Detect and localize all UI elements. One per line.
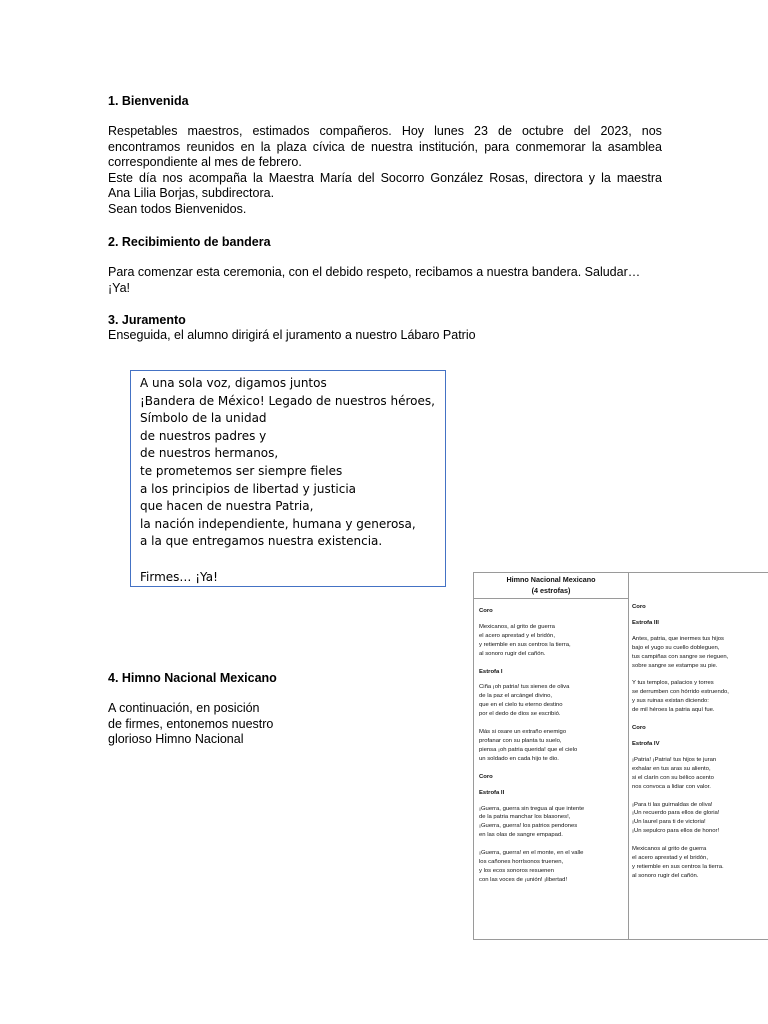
section-title-recibimiento: 2. Recibimiento de bandera bbox=[108, 235, 271, 249]
paragraph-line: Sean todos Bienvenidos. bbox=[108, 201, 247, 216]
oath-command: Firmes… ¡Ya! bbox=[140, 569, 218, 584]
paragraph-line bbox=[108, 140, 662, 156]
word: María bbox=[319, 170, 352, 185]
anthem-subtitle: (4 estrofas) bbox=[531, 586, 571, 595]
paragraph-line bbox=[108, 124, 662, 140]
anthem-title: Himno Nacional Mexicano bbox=[506, 575, 596, 584]
verse-line: al sonoro rugir del cañón. bbox=[632, 872, 699, 879]
verse-line: Antes, patria, que inermes tus hijos bbox=[632, 635, 725, 642]
paragraph-line: Ana Lilia Borjas, subdirectora. bbox=[108, 186, 275, 200]
word: la bbox=[601, 170, 611, 185]
verse-line: el acero aprestad y el bridón, bbox=[632, 855, 708, 862]
word: acompaña bbox=[188, 170, 247, 185]
word: Hoy bbox=[401, 124, 425, 138]
oath-line: que hacen de nuestra Patria, bbox=[140, 499, 314, 514]
verse-line: y retiemble en sus centros la tierra, bbox=[479, 641, 571, 648]
word: de bbox=[498, 124, 512, 138]
stanza-label: Estrofa I bbox=[479, 668, 503, 675]
word: día bbox=[139, 170, 157, 185]
word: cívica bbox=[312, 139, 345, 154]
verse-line: piensa ¡oh patria querida! que el cielo bbox=[479, 746, 578, 753]
stanza-label: Coro bbox=[632, 604, 646, 610]
anthem-left-column bbox=[479, 603, 627, 894]
stanza bbox=[632, 801, 767, 837]
stanza bbox=[479, 849, 627, 885]
oath-line: A una sola voz, digamos juntos bbox=[140, 376, 327, 390]
paragraph-line bbox=[108, 171, 662, 187]
verse-line: de la patria manchar los blasones!, bbox=[479, 814, 571, 821]
verse-line: ¡Guerra, guerra sin tregua al que intente bbox=[479, 805, 585, 812]
paragraph-line: A continuación, en posición bbox=[108, 701, 260, 715]
word: Rosas, bbox=[489, 170, 529, 185]
verse-line: Más si osare un extraño enemigo bbox=[479, 729, 567, 736]
stanza bbox=[479, 623, 627, 659]
verse-line: los cañones horrísonos truenen, bbox=[479, 859, 564, 866]
verse-line: de la paz el arcángel divino, bbox=[479, 693, 553, 700]
anthem-lyrics-table bbox=[473, 572, 768, 940]
verse-line: tus campiñas con sangre se rieguen, bbox=[632, 653, 729, 660]
verse-line: ¡Un laurel para ti de victoria! bbox=[632, 819, 706, 826]
word: nos bbox=[641, 124, 662, 138]
stanza bbox=[479, 683, 627, 719]
verse-line: profanar con su planta tu suelo, bbox=[479, 737, 562, 744]
verse-line: ¡Patria! ¡Patria! tus hijos te juran bbox=[632, 756, 717, 763]
oath-line: a los principios de libertad y justicia bbox=[140, 481, 357, 496]
paragraph-line: glorioso Himno Nacional bbox=[108, 732, 244, 746]
stanza bbox=[479, 728, 627, 764]
word: y bbox=[588, 170, 596, 185]
oath-line: te prometemos ser siempre fieles bbox=[140, 463, 343, 478]
verse-line: el acero aprestad y el bridón, bbox=[479, 632, 555, 639]
word: la bbox=[591, 139, 602, 154]
word: encontramos bbox=[108, 139, 181, 154]
word: compañeros. bbox=[319, 124, 392, 138]
verse-line: exhalar en tus aras su aliento, bbox=[632, 765, 711, 772]
word: la bbox=[253, 170, 263, 185]
oath-line: la nación independiente, humana y generosa, bbox=[140, 516, 416, 531]
word: Socorro bbox=[380, 170, 425, 185]
stanza-label: Estrofa IV bbox=[632, 740, 660, 747]
oath-box bbox=[130, 370, 446, 587]
word: Respetables bbox=[108, 124, 178, 138]
word: institución, bbox=[418, 139, 478, 154]
word: en bbox=[240, 139, 255, 154]
verse-line: por el dedo de dios se escribió. bbox=[479, 711, 561, 718]
paragraph-line: de firmes, entonemos nuestro bbox=[108, 716, 274, 731]
word: 2023, bbox=[600, 124, 632, 138]
stanza-label: Coro bbox=[479, 608, 493, 614]
word: de bbox=[350, 139, 365, 154]
oath-line: ¡Bandera de México! Legado de nuestros héroes, bbox=[140, 393, 435, 408]
word: del bbox=[357, 170, 375, 185]
verse-line: de mil héroes la patria aquí fue. bbox=[632, 707, 715, 714]
word: nuestra bbox=[371, 139, 413, 154]
word: para bbox=[484, 139, 510, 154]
word: plaza bbox=[276, 139, 307, 154]
stanza bbox=[632, 756, 767, 792]
verse-line: en las olas de sangre empapad. bbox=[479, 832, 563, 839]
verse-line: Ciña ¡oh patria! tus sienes de oliva bbox=[479, 684, 570, 691]
paragraph-line: ¡Ya! bbox=[108, 280, 130, 295]
verse-line: Mexicanos al grito de guerra bbox=[632, 846, 707, 853]
word: estimados bbox=[252, 124, 310, 138]
word: Maestra bbox=[268, 170, 314, 185]
word: Este bbox=[108, 170, 134, 185]
word: nos bbox=[162, 170, 183, 185]
oath-spacer bbox=[140, 551, 435, 569]
section-title-juramento: 3. Juramento bbox=[108, 313, 186, 327]
verse-line: que en el cielo tu eterno destino bbox=[479, 702, 563, 709]
anthem-right-column bbox=[632, 599, 767, 890]
verse-line: y los ecos sonoros resuenen bbox=[479, 867, 554, 874]
word: maestros, bbox=[187, 124, 243, 138]
word: lunes bbox=[434, 124, 464, 138]
verse-line: ¡Para ti las guirnaldas de oliva! bbox=[632, 801, 713, 808]
himno-paragraph bbox=[108, 701, 308, 748]
column-divider bbox=[628, 573, 629, 940]
verse-line: un soldado en cada hijo te dio. bbox=[479, 755, 559, 762]
bienvenida-paragraph bbox=[108, 124, 662, 217]
anthem-header bbox=[474, 574, 628, 596]
juramento-intro bbox=[108, 328, 662, 344]
word: la bbox=[260, 139, 271, 154]
verse-line: y sus ruinas existan diciendo: bbox=[632, 698, 709, 705]
stanza-label: Coro bbox=[479, 773, 493, 780]
oath-line: a la que entregamos nuestra existencia. bbox=[140, 534, 383, 549]
stanza bbox=[632, 679, 767, 715]
verse-line: nos convoca a lidiar con valor. bbox=[632, 783, 711, 790]
word: asamblea bbox=[607, 139, 662, 154]
verse-line: con las voces de ¡unión! ¡libertad! bbox=[479, 876, 568, 883]
stanza bbox=[632, 845, 767, 881]
oath-text bbox=[140, 375, 435, 586]
verse-line: bajo el yugo su cuello dobleguen, bbox=[632, 644, 720, 651]
verse-line: al sonoro rugir del cañón. bbox=[479, 650, 546, 657]
oath-line: de nuestros hermanos, bbox=[140, 446, 279, 461]
paragraph-line: Enseguida, el alumno dirigirá el juramento a nuestro Lábaro Patrio bbox=[108, 328, 476, 342]
section-title-bienvenida: 1. Bienvenida bbox=[108, 94, 189, 108]
stanza-label: Estrofa III bbox=[632, 619, 659, 626]
verse-line: Y tus templos, palacios y torres bbox=[632, 680, 714, 687]
paragraph-line: Para comenzar esta ceremonia, con el debido respeto, recibamos a nuestra bandera. Saludar… bbox=[108, 265, 641, 279]
word: reunidos bbox=[186, 139, 235, 154]
word: conmemorar bbox=[515, 139, 586, 154]
oath-line: Símbolo de la unidad bbox=[140, 411, 267, 426]
header-rule bbox=[474, 598, 628, 599]
word: del bbox=[573, 124, 591, 138]
stanza bbox=[479, 805, 627, 841]
oath-line: de nuestros padres y bbox=[140, 428, 267, 443]
word: octubre bbox=[521, 124, 564, 138]
recibimiento-paragraph bbox=[108, 265, 662, 296]
verse-line: se derrumben con hórrido estruendo, bbox=[632, 689, 729, 696]
stanza-label: Coro bbox=[632, 725, 646, 732]
verse-line: Mexicanos, al grito de guerra bbox=[479, 623, 555, 630]
word: González bbox=[430, 170, 484, 185]
verse-line: sobre sangre se estampe su pie. bbox=[632, 662, 718, 669]
verse-line: ¡Guerra, guerra! los patrios pendones bbox=[479, 823, 578, 830]
verse-line: y retiemble en sus centros la tierra. bbox=[632, 863, 724, 870]
verse-line: ¡Un recuerdo para ellos de gloria! bbox=[632, 810, 720, 817]
word: 23 bbox=[474, 124, 488, 138]
verse-line: si el clarín con su bélico acento bbox=[632, 774, 714, 781]
paragraph-line: correspondiente al mes de febrero. bbox=[108, 155, 302, 169]
stanza bbox=[632, 635, 767, 671]
stanza-label: Estrofa II bbox=[479, 789, 505, 796]
word: maestra bbox=[616, 170, 662, 185]
verse-line: ¡Guerra, guerra! en el monte, en el valle bbox=[479, 850, 584, 857]
word: directora bbox=[534, 170, 583, 185]
section-title-himno: 4. Himno Nacional Mexicano bbox=[108, 671, 277, 685]
verse-line: ¡Un sepulcro para ellos de honor! bbox=[632, 828, 720, 835]
